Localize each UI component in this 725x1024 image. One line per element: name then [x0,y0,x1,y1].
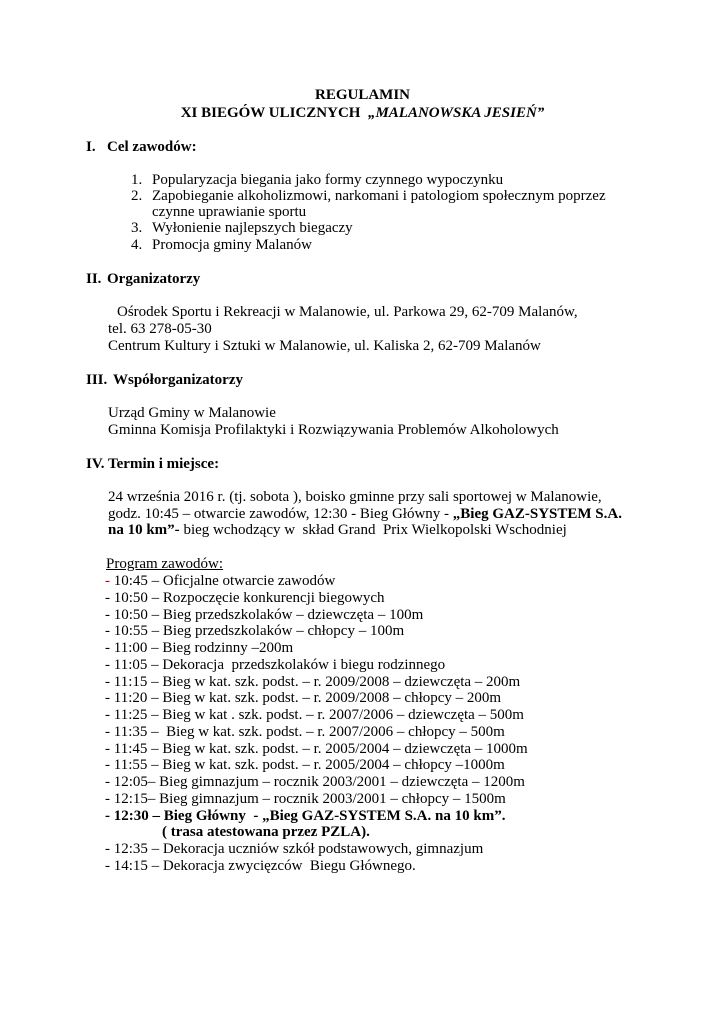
program-item-dash: - [105,857,110,874]
program-heading: Program zawodów: [106,556,224,572]
program-item-text: ( trasa atestowana przez PZLA). [162,824,370,841]
program-item [105,573,335,590]
program-item-text: 12:05– Bieg gimnazjum – rocznik 2003/2001 – dziewczęta – 1200m [110,774,525,790]
list-item: Wyłonienie najlepszych biegaczy [152,220,353,236]
section-heading: Termin i miejsce: [108,456,220,472]
main-race-distance: na 10 km”- [108,522,180,538]
coorganizer-line: Gminna Komisja Profilaktyki i Rozwiązywania Problemów Alkoholowych [108,422,559,438]
program-item-text: 12:15– Bieg gimnazjum – rocznik 2003/2001 – chłopcy – 1500m [110,790,506,807]
program-item-text: 10:50 – Bieg przedszkolaków – dziewczęta – 100m [110,606,424,623]
program-item [105,741,528,758]
section-heading: Organizatorzy [107,271,201,287]
program-item [105,657,445,674]
program-item-dash: - [105,690,110,707]
program-item-text: 10:45 – Oficjalne otwarcie zawodów [110,573,336,589]
program-item-dash: - [105,640,110,656]
list-item-number: 1. [131,172,143,188]
event-gp-line [108,522,567,539]
program-item-dash: - [105,723,110,740]
program-item [105,640,293,657]
event-time-line [108,506,622,523]
program-item [105,690,501,707]
section-number: IV. [86,456,105,472]
organizer-line: Ośrodek Sportu i Rekreacji w Malanowie, ul. Parkowa 29, 62-709 Malanów, [117,304,578,320]
program-item [105,707,524,724]
document-title: REGULAMIN [314,87,410,103]
list-item-continuation: czynne uprawianie sportu [152,204,307,220]
subtitle-text: XI BIEGÓW ULICZNYCH [180,105,368,121]
program-item [162,824,370,841]
organizer-phone: tel. 63 278-05-30 [108,321,212,337]
event-time-text: godz. 10:45 – otwarcie zawodów, 12:30 - Bieg Główny - [108,506,453,522]
section-number: III. [86,372,108,388]
list-item: Zapobieganie alkoholizmowi, narkomani i patologiom społecznym poprzez [152,188,606,204]
main-race-name: „Bieg GAZ-SYSTEM S.A. [452,506,622,522]
document-subtitle [0,105,725,122]
program-item-dash: - [105,707,110,723]
list-item-number: 3. [131,220,143,236]
list-item-number: 2. [131,188,143,204]
program-item [105,607,423,624]
program-item-text: 10:50 – Rozpoczęcie konkurencji biegowych [110,589,385,606]
program-item-dash: - [105,807,110,824]
section-number: I. [86,139,96,155]
program-item-text: 11:35 – Bieg w kat. szk. podst. – r. 2007/2006 – chłopcy – 500m [110,723,505,740]
program-item-dash: - [105,757,110,774]
program-item [105,623,404,640]
event-date-line: 24 września 2016 r. (tj. sobota ), boisko gminne przy sali sportowej w Malanowie, [108,489,602,505]
program-item-text: 11:00 – Bieg rodzinny –200m [110,640,294,656]
grand-prix-text: bieg wchodzący w skład Grand Prix Wielkopolski Wschodniej [179,522,567,538]
program-item-dash: - [105,606,110,623]
event-name: „MALANOWSKA JESIEŃ” [367,105,545,121]
program-item-dash: - [105,673,110,690]
program-item-text: 11:20 – Bieg w kat. szk. podst. – r. 2009/2008 – chłopcy – 200m [110,690,502,707]
program-item-text: 11:05 – Dekoracja przedszkolaków i biegu rodzinnego [110,656,446,673]
program-item [105,774,525,791]
list-item: Popularyzacja biegania jako formy czynnego wypoczynku [152,172,504,188]
section-number: II. [86,271,102,287]
program-item-text: 11:15 – Bieg w kat. szk. podst. – r. 2009/2008 – dziewczęta – 200m [110,673,521,690]
program-item-dash: - [105,623,110,640]
list-item-number: 4. [131,237,143,253]
program-item [105,724,505,741]
section-heading: Cel zawodów: [107,139,197,155]
program-item-text: 12:35 – Dekoracja uczniów szkół podstawowych, gimnazjum [110,841,484,857]
program-item-dash: - [105,589,110,606]
program-item [105,841,483,858]
program-item [105,791,506,808]
program-item [105,757,505,774]
program-item-text: 14:15 – Dekoracja zwycięzców Biegu Głównego. [110,857,416,874]
program-item-text: 11:45 – Bieg w kat. szk. podst. – r. 2005/2004 – dziewczęta – 1000m [110,740,528,757]
coorganizer-line: Urząd Gminy w Malanowie [108,405,276,421]
program-item-text: 10:55 – Bieg przedszkolaków – chłopcy – 100m [110,623,405,640]
organizer-line: Centrum Kultury i Sztuki w Malanowie, ul. Kaliska 2, 62-709 Malanów [108,338,541,354]
program-item-dash: - [105,774,110,790]
program-item [105,590,385,607]
program-item-dash: - [105,656,110,673]
program-item-text: 11:55 – Bieg w kat. szk. podst. – r. 2005/2004 – chłopcy –1000m [110,757,505,774]
program-item-dash: - [105,573,110,589]
program-item [105,674,520,691]
program-item [105,808,505,825]
program-item-dash: - [105,790,110,807]
program-item-text: 11:25 – Bieg w kat . szk. podst. – r. 2007/2006 – dziewczęta – 500m [110,707,524,723]
program-item-dash: - [105,841,110,857]
program-item-dash: - [105,740,110,757]
program-item [105,858,416,875]
section-heading: Współorganizatorzy [113,372,243,388]
program-item-text: 12:30 – Bieg Główny - „Bieg GAZ-SYSTEM S.A. na 10 km”. [110,807,506,824]
list-item: Promocja gminy Malanów [152,237,312,253]
